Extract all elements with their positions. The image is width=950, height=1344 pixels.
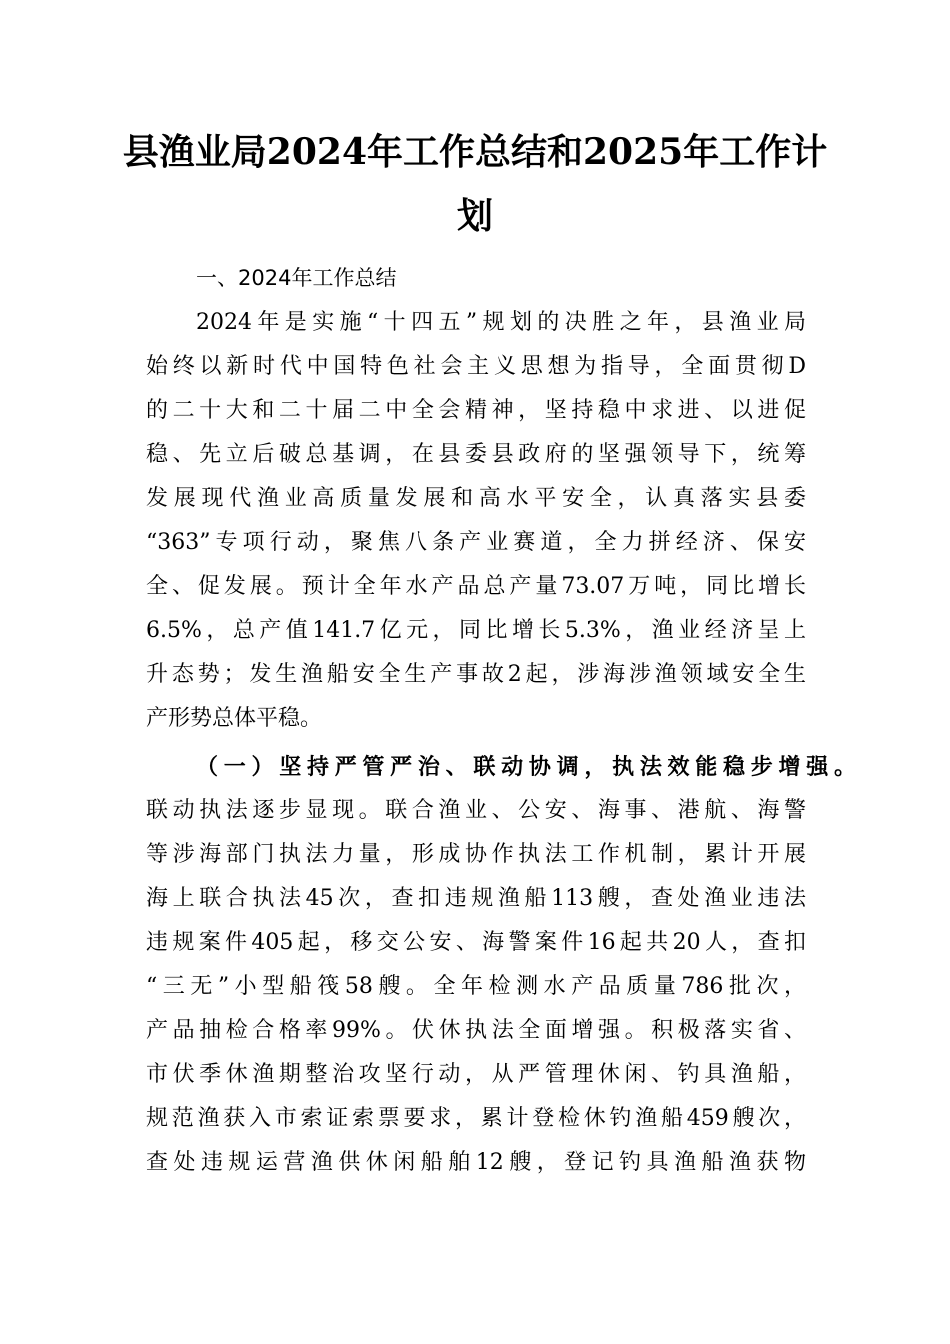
paragraph-line: 等涉海部门执法力量，形成协作执法工作机制，累计开展	[146, 842, 806, 867]
paragraph-line: 海上联合执法45次，查扣违规渔船113艘，查处渔业违法	[146, 886, 806, 911]
paragraph-line: 联动执法逐步显现。联合渔业、公安、海事、港航、海警	[146, 798, 806, 823]
paragraph-line: 市伏季休渔期整治攻坚行动，从严管理休闲、钓具渔船，	[146, 1062, 806, 1087]
paragraph-line: “363”专项行动，聚焦八条产业赛道，全力拼经济、保安	[146, 530, 806, 555]
paragraph-line: 稳、先立后破总基调，在县委县政府的坚强领导下，统筹	[146, 442, 806, 467]
document-title-line-1: 县渔业局2024年工作总结和2025年工作计	[122, 131, 828, 173]
paragraph-line: 2024年是实施“十四五”规划的决胜之年，县渔业局	[196, 310, 806, 335]
paragraph-line: 产品抽检合格率99%。伏休执法全面增强。积极落实省、	[146, 1018, 806, 1043]
paragraph-line: 发展现代渔业高质量发展和高水平安全，认真落实县委	[146, 486, 806, 511]
paragraph-line: 始终以新时代中国特色社会主义思想为指导，全面贯彻D	[146, 354, 806, 379]
paragraph-line: 全、促发展。预计全年水产品总产量73.07万吨，同比增长	[146, 574, 806, 599]
document-title-line-2: 划	[456, 195, 493, 237]
paragraph-line: “三无”小型船筏58艘。全年检测水产品质量786批次，	[146, 974, 806, 999]
paragraph-line: 的二十大和二十届二中全会精神，坚持稳中求进、以进促	[146, 398, 806, 423]
section-heading: 一、2024年工作总结	[196, 266, 397, 290]
paragraph-line: 6.5%，总产值141.7亿元，同比增长5.3%，渔业经济呈上	[146, 618, 806, 643]
paragraph-line: 规范渔获入市索证索票要求，累计登检休钓渔船459艘次，	[146, 1106, 806, 1131]
paragraph-line: 查处违规运营渔供休闲船舶12艘，登记钓具渔船渔获物	[146, 1150, 806, 1175]
subsection-heading: （一）坚持严管严治、联动协调，执法效能稳步增强。	[196, 754, 856, 780]
paragraph-line: 升态势；发生渔船安全生产事故2起，涉海涉渔领域安全生	[146, 662, 806, 687]
paragraph-line: 产形势总体平稳。	[146, 706, 323, 731]
paragraph-line: 违规案件405起，移交公安、海警案件16起共20人，查扣	[146, 930, 806, 955]
